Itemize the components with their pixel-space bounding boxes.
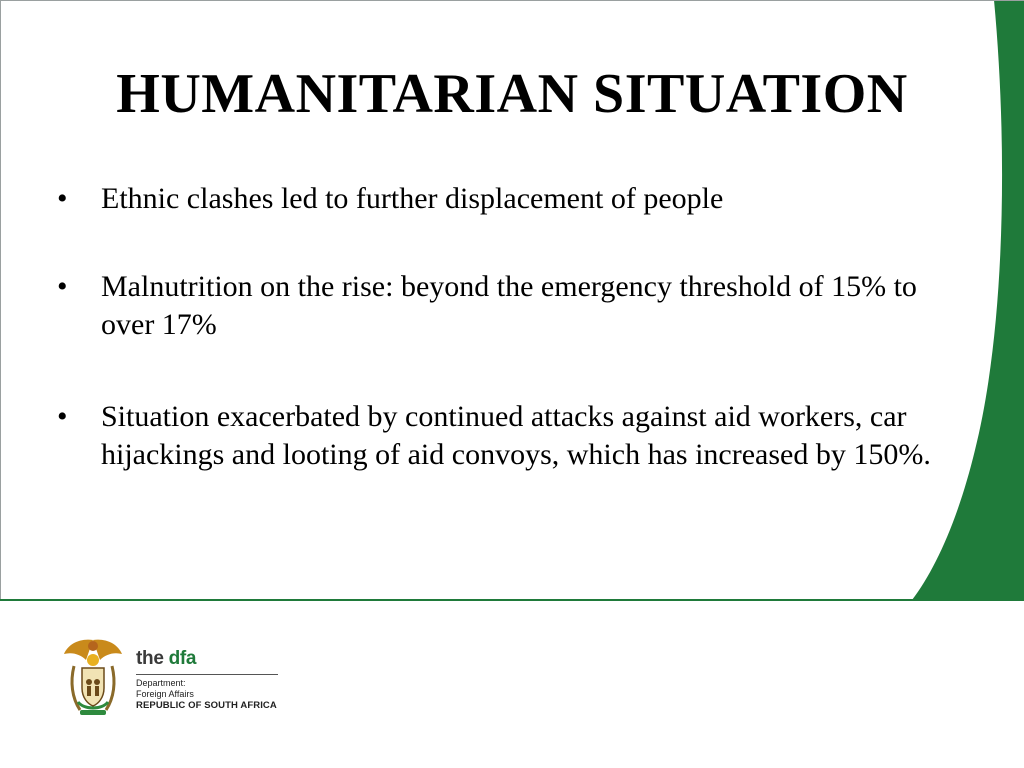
bullet-item-malnutrition: [55, 268, 955, 344]
dfa-department-label: Department:: [136, 678, 186, 688]
bullet-text: Ethnic clashes led to further displacement of people: [101, 182, 724, 215]
bullet-item-attacks: [55, 398, 955, 474]
bullet-list: [55, 180, 955, 524]
bullet-text: Malnutrition on the rise: beyond the emergency threshold of 15% to over 17%: [101, 270, 917, 341]
dfa-logo-rule: [136, 674, 278, 675]
dfa-department-name: Foreign Affairs: [136, 689, 194, 699]
dfa-country-name: REPUBLIC OF SOUTH AFRICA: [136, 700, 277, 711]
bullet-text: Situation exacerbated by continued attacks against aid workers, car hijackings and looting of aid convoys, which has increased by 150%.: [101, 400, 931, 471]
bullet-marker: •: [57, 270, 68, 303]
dfa-logo: [136, 648, 286, 670]
dfa-logo-name: dfa: [168, 648, 197, 669]
south-africa-coat-of-arms-icon: [62, 636, 124, 718]
bullet-marker: •: [57, 400, 68, 433]
bullet-marker: •: [57, 182, 68, 215]
slide-title: HUMANITARIAN SITUATION: [116, 63, 908, 125]
bullet-item-displacement: [55, 180, 955, 218]
dfa-logo-prefix: the: [136, 648, 164, 669]
slide-frame-top: [0, 0, 1024, 1]
dfa-logo-block: [136, 648, 286, 712]
